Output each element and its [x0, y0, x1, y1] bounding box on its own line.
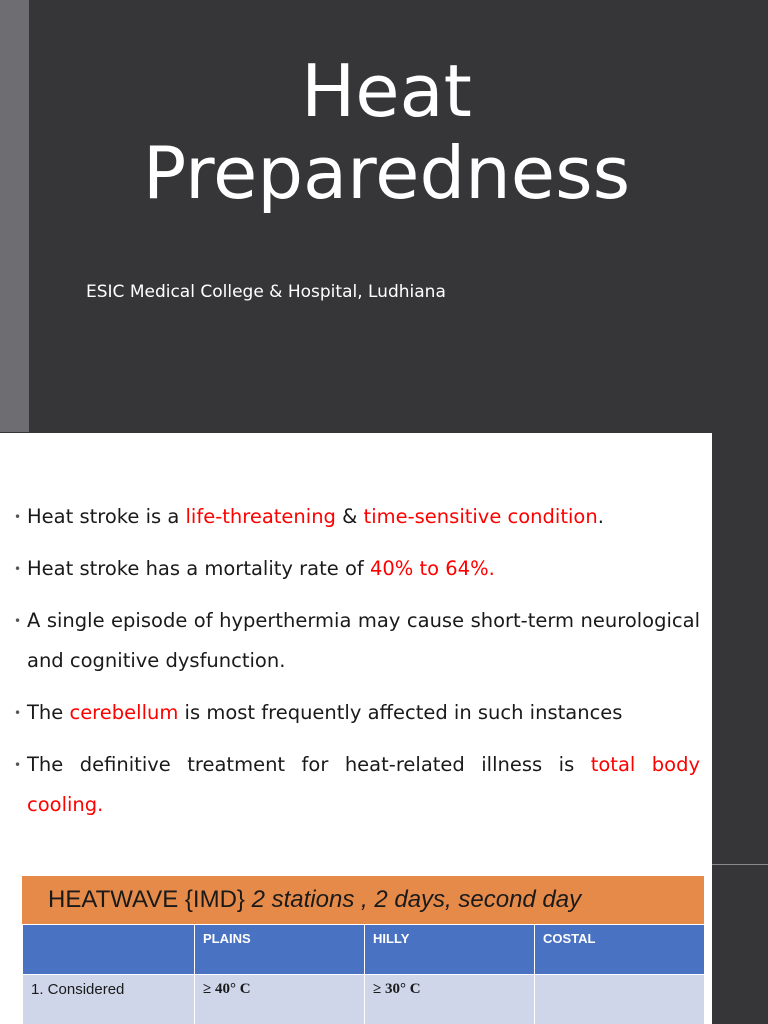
table-header-cell [23, 925, 195, 975]
table-row [23, 975, 705, 1024]
bullet-list [14, 497, 700, 837]
highlighted-text: total body cooling. [27, 753, 701, 816]
bullet-dot-icon: • [14, 562, 22, 576]
table-header-row [23, 925, 705, 975]
bullet-text: A single episode of hyperthermia may cause short-term neurological and cognitive dysfunction. [27, 609, 700, 672]
table-header-cell: HILLY [365, 925, 535, 975]
highlighted-text: cerebellum [69, 701, 179, 724]
table-title [22, 876, 704, 924]
table-cell: ≥ 40° C [195, 975, 365, 1024]
table-cell: 1. Considered [23, 975, 195, 1024]
table-header-cell: COSTAL [535, 925, 705, 975]
content-slide [0, 433, 712, 1024]
bullet-text: is most frequently affected in such instances [178, 701, 623, 724]
bullet-dot-icon: • [14, 510, 22, 524]
bullet-dot-icon: • [14, 614, 22, 628]
bullet-item [14, 497, 700, 537]
background-strip [712, 433, 768, 1024]
table-title-italic: 2 stations , 2 days, second day [251, 886, 582, 913]
table-cell [535, 975, 705, 1024]
title-line-2: Preparedness [142, 131, 631, 215]
criteria-table [22, 924, 704, 1024]
bullet-item [14, 745, 700, 825]
bullet-item [14, 549, 700, 589]
table-cell: ≥ 30° C [365, 975, 535, 1024]
heatwave-table [22, 876, 704, 1024]
slide-subtitle: ESIC Medical College & Hospital, Ludhiana [86, 282, 446, 302]
bullet-text: . [597, 505, 604, 528]
bullet-text: Heat stroke has a mortality rate of [27, 557, 370, 580]
divider-line [712, 864, 768, 865]
title-slide [0, 0, 768, 432]
bullet-text: & [335, 505, 364, 528]
title-line-1: Heat [301, 49, 472, 133]
bullet-dot-icon: • [14, 706, 22, 720]
bullet-text: The [27, 701, 70, 724]
slide-side-bar [0, 0, 29, 432]
bullet-item [14, 601, 700, 681]
bullet-text: Heat stroke is a [27, 505, 186, 528]
table-title-main: HEATWAVE {IMD} [48, 886, 252, 913]
highlighted-text: 40% to 64%. [369, 557, 495, 580]
highlighted-text: life-threatening [185, 505, 336, 528]
highlighted-text: time-sensitive condition [363, 505, 598, 528]
bullet-dot-icon: • [14, 758, 22, 772]
slide-title [29, 50, 744, 214]
bullet-text: The definitive treatment for heat-related illness is [27, 753, 591, 776]
table-header-cell: PLAINS [195, 925, 365, 975]
bullet-item [14, 693, 700, 733]
